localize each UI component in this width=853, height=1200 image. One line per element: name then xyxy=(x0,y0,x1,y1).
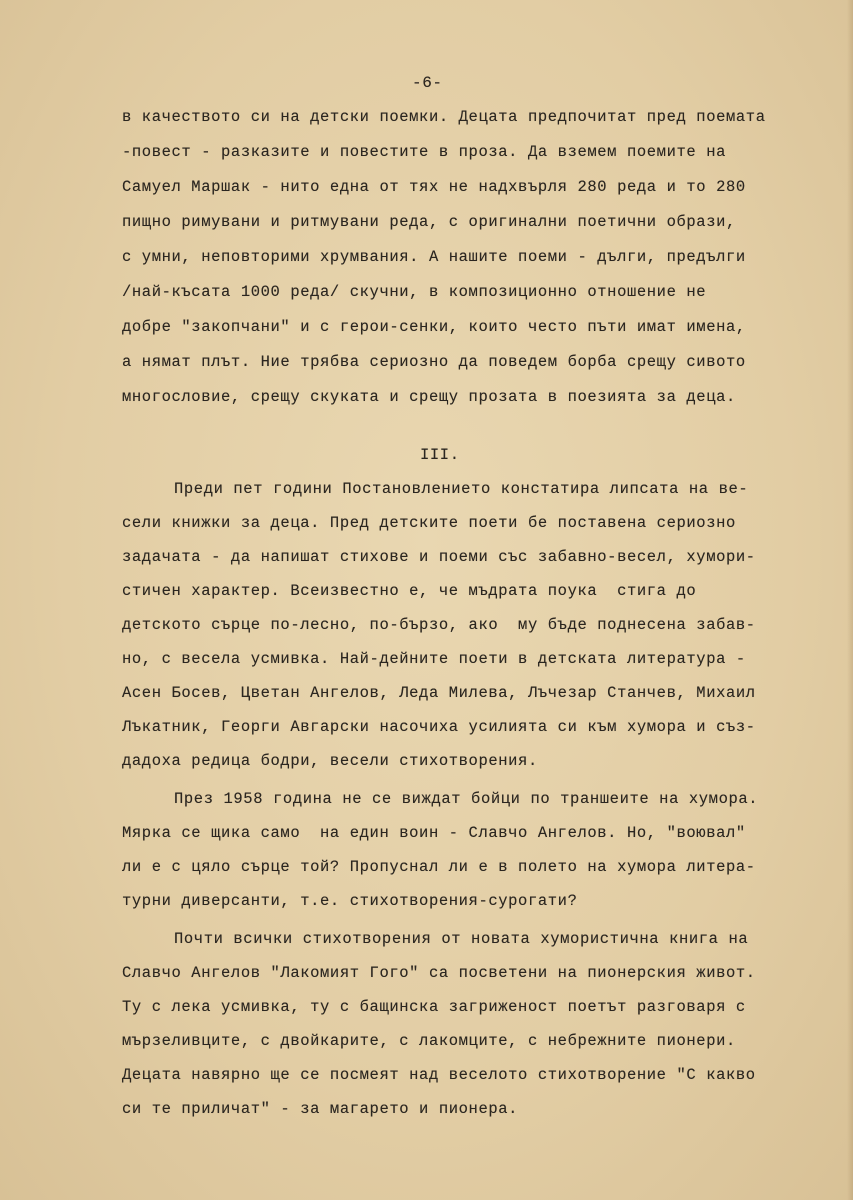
paragraph2-line-6: но, с весела усмивка. Най-дейните поети в детската литература - xyxy=(122,650,746,668)
paragraph1-line-7: добре "закопчани" и с герои-сенки, които често пъти имат имена, xyxy=(122,318,746,336)
paragraph3-line-4: турни диверсанти, т.е. стихотворения-сурогати? xyxy=(122,892,578,910)
paragraph1-line-6: /най-късата 1000 реда/ скучни, в композиционно отношение не xyxy=(122,283,707,301)
section-heading: III. xyxy=(420,446,460,464)
page-edge-shadow xyxy=(847,0,853,1200)
paragraph3-line-1: През 1958 година не се виждат бойци по траншеите на хумора. xyxy=(174,790,759,808)
paragraph1-line-9: многословие, срещу скуката и срещу прозата в поезията за деца. xyxy=(122,388,736,406)
paragraph1-line-1: в качеството си на детски поемки. Децата предпочитат пред поемата xyxy=(122,108,766,126)
paragraph1-line-3: Самуел Маршак - нито една от тях не надхвърля 280 реда и то 280 xyxy=(122,178,746,196)
paragraph2-line-1: Преди пет години Постановлението констатира липсата на ве- xyxy=(174,480,749,498)
paragraph1-line-5: с умни, неповторими хрумвания. А нашите поеми - дълги, предълги xyxy=(122,248,746,266)
paragraph3-line-2: Мярка се щика само на един воин - Славчо Ангелов. Но, "воювал" xyxy=(122,824,746,842)
paragraph3-line-3: ли е с цяло сърце той? Пропуснал ли е в полето на хумора литера- xyxy=(122,858,756,876)
paragraph1-line-4: пищно римувани и ритмувани реда, с оригинални поетични образи, xyxy=(122,213,736,231)
paragraph2-line-4: стичен характер. Всеизвестно е, че мъдрата поука стига до xyxy=(122,582,697,600)
paragraph4-line-4: мързеливците, с двойкарите, с лакомците, с небрежните пионери. xyxy=(122,1032,736,1050)
paragraph4-line-2: Славчо Ангелов "Лакомият Гого" са посветени на пионерския живот. xyxy=(122,964,756,982)
paragraph2-line-2: сели книжки за деца. Пред детските поети бе поставена сериозно xyxy=(122,514,736,532)
paragraph2-line-9: дадоха редица бодри, весели стихотворения. xyxy=(122,752,538,770)
paragraph2-line-8: Лъкатник, Георги Авгарски насочиха усилията си към хумора и съз- xyxy=(122,718,756,736)
paragraph2-line-7: Асен Босев, Цветан Ангелов, Леда Милева, Лъчезар Станчев, Михаил xyxy=(122,684,756,702)
paragraph4-line-1: Почти всички стихотворения от новата хумористична книга на xyxy=(174,930,749,948)
paragraph1-line-8: а нямат плът. Ние трябва сериозно да поведем борба срещу сивото xyxy=(122,353,746,371)
paragraph4-line-6: си те приличат" - за магарето и пионера. xyxy=(122,1100,519,1118)
paragraph2-line-5: детското сърце по-лесно, по-бързо, ако му бъде поднесена забав- xyxy=(122,616,756,634)
paragraph2-line-3: задачата - да напишат стихове и поеми със забавно-весел, хумори- xyxy=(122,548,756,566)
paragraph4-line-3: Ту с лека усмивка, ту с бащинска загриженост поетът разговаря с xyxy=(122,998,746,1016)
paragraph4-line-5: Децата навярно ще се посмеят над веселото стихотворение "С какво xyxy=(122,1066,756,1084)
page-number: -6- xyxy=(412,74,443,92)
paragraph1-line-2: -повест - разказите и повестите в проза. Да вземем поемите на xyxy=(122,143,726,161)
